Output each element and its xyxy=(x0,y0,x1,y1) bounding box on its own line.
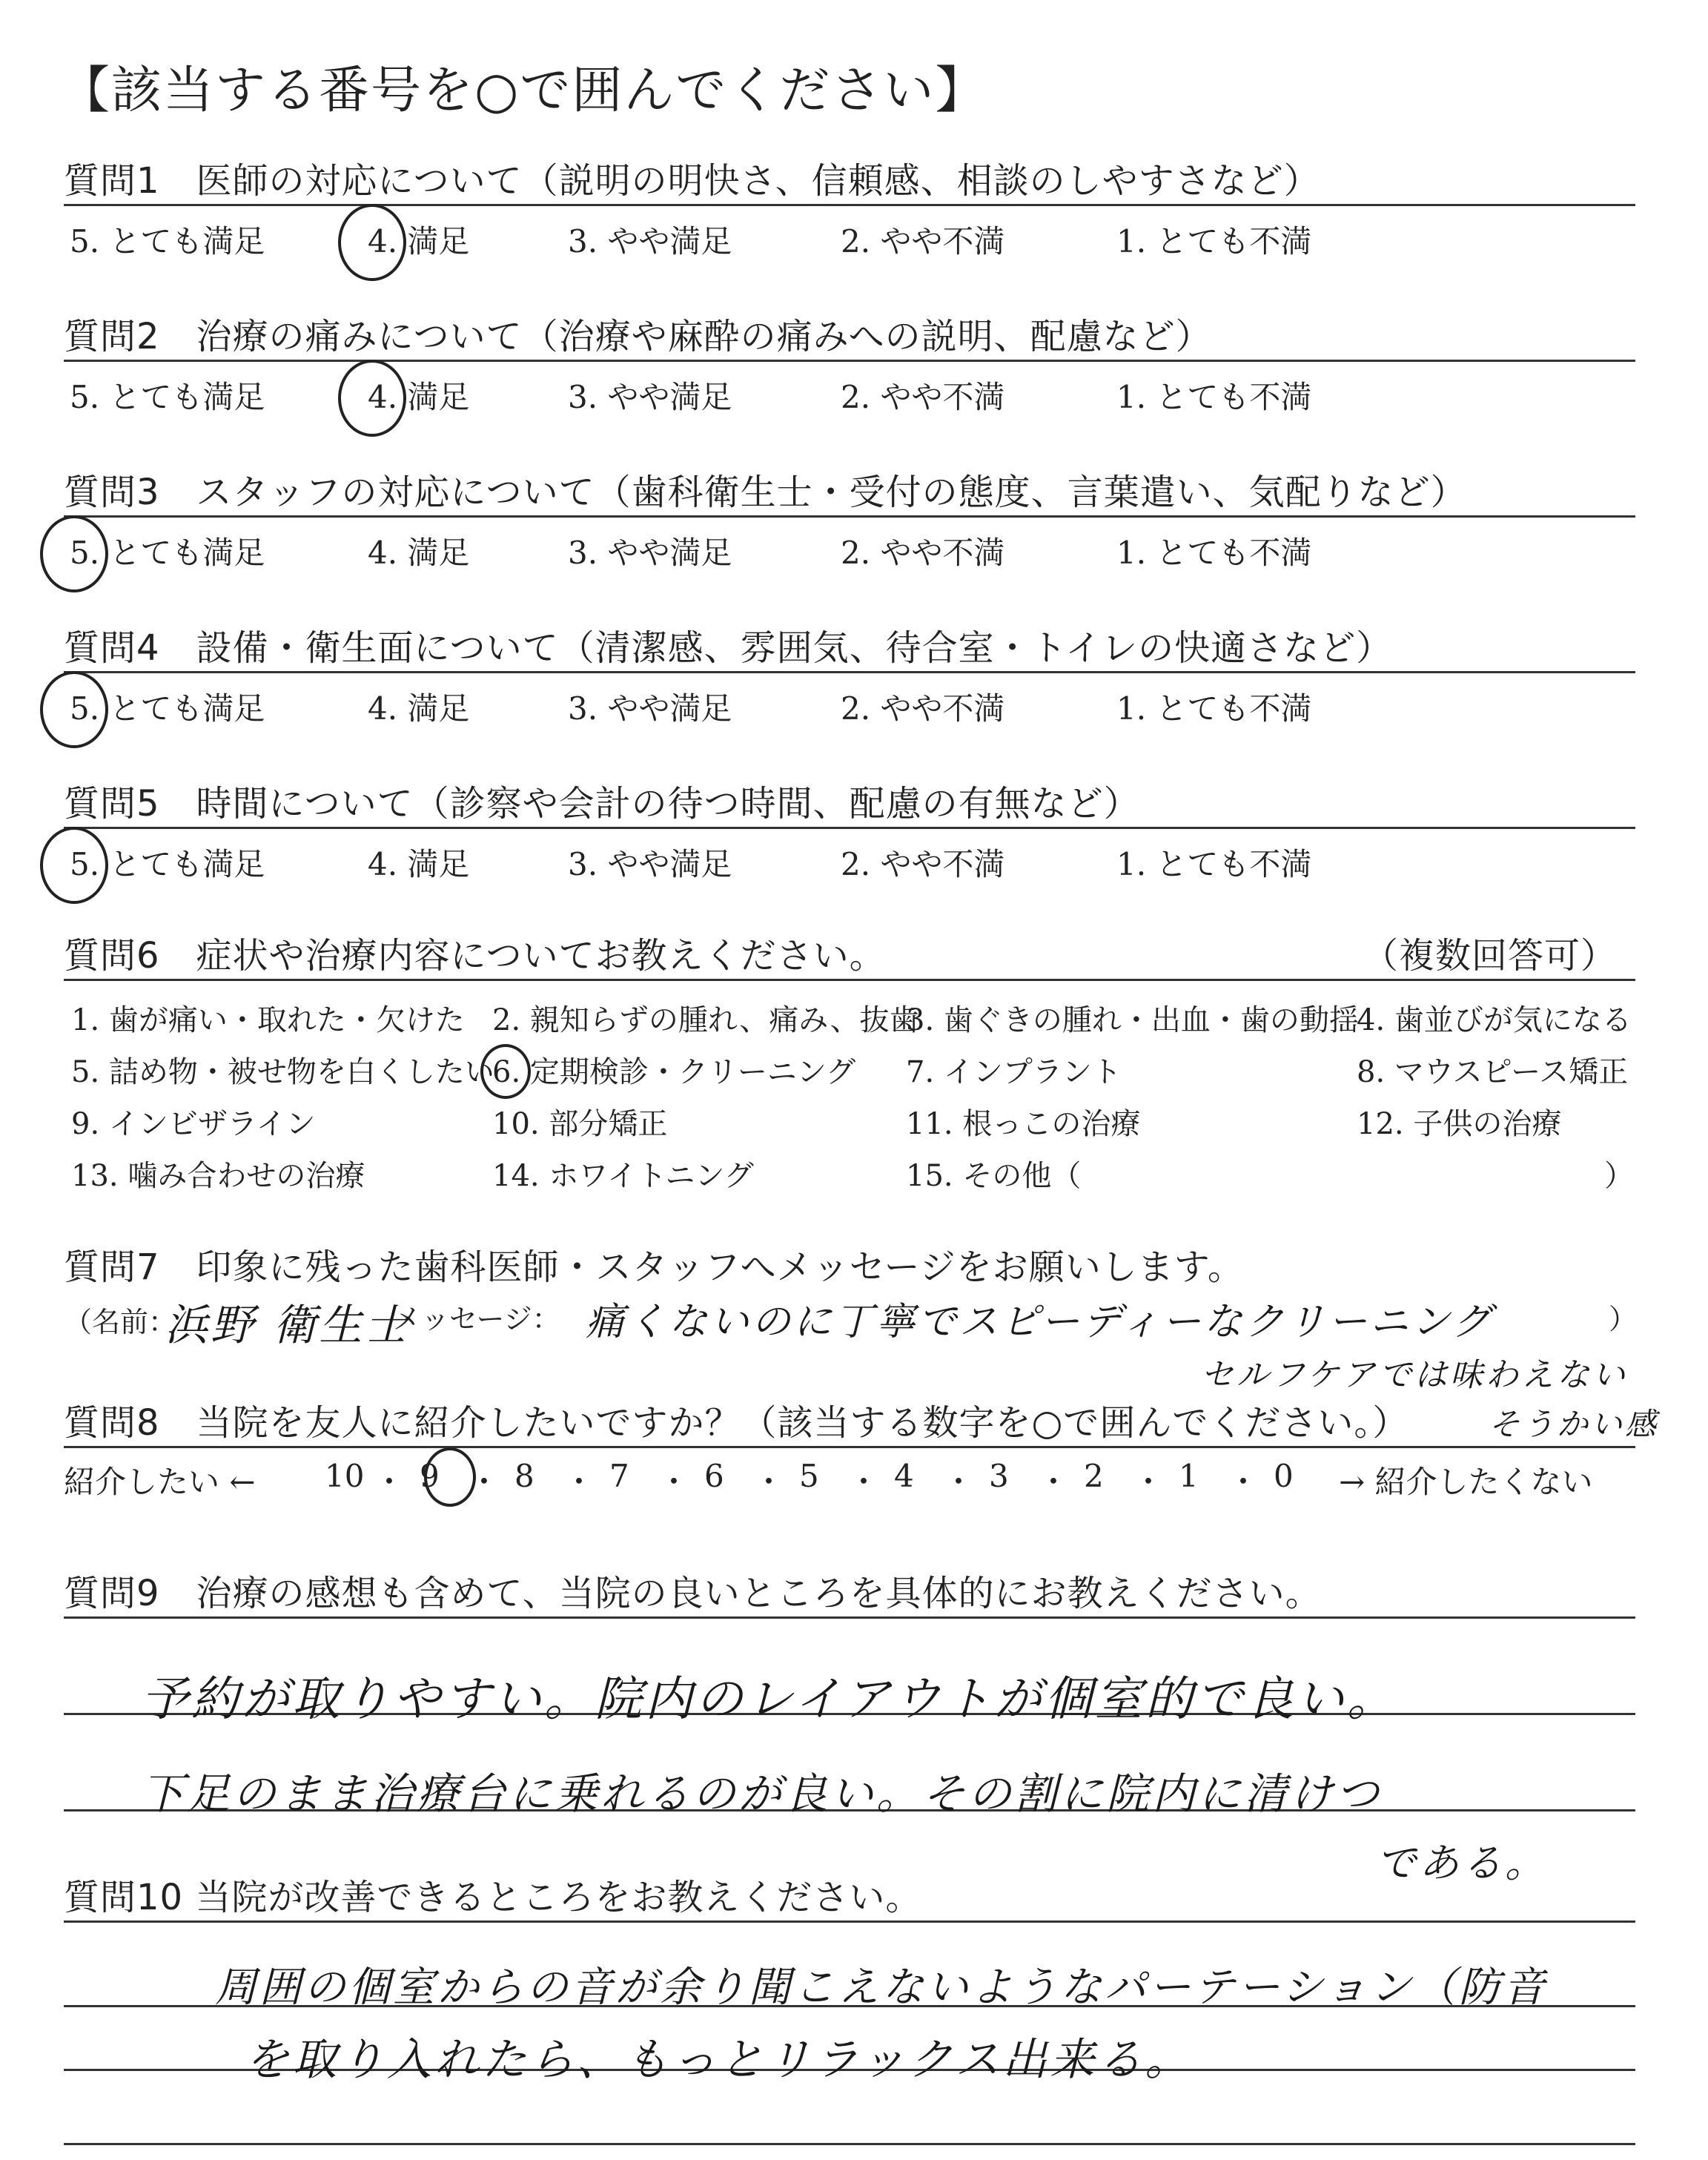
q2-rule xyxy=(64,360,1635,362)
q10-handwritten-line-1: 周囲の個室からの音が余り聞こえないようなパーテーション（防音 xyxy=(215,1964,1548,2012)
q2-option-5[interactable]: 5. とても満足 xyxy=(70,379,265,415)
q5-rule xyxy=(64,827,1635,829)
q6-selected-circle xyxy=(480,1044,531,1099)
q6-item-4[interactable]: 4. 歯並びが気になる xyxy=(1357,1003,1632,1037)
q7-close-paren: ） xyxy=(1609,1303,1638,1335)
q6-item-15[interactable]: 15. その他（ xyxy=(906,1159,1082,1193)
q8-title: 質問8 当院を友人に紹介したいですか？（該当する数字を○で囲んでください。） xyxy=(64,1402,1409,1444)
q5-option-1[interactable]: 1. とても不満 xyxy=(1116,846,1312,882)
q8-scale-separator: ・ xyxy=(374,1464,406,1500)
q10-handwritten-line-2: を取り入れたら、もっとリラックス出来る。 xyxy=(245,2034,1193,2086)
q3-option-4[interactable]: 4. 満足 xyxy=(368,535,470,571)
q3-option-3[interactable]: 3. やや満足 xyxy=(568,535,732,571)
q5-title: 質問5 時間について（診察や会計の待つ時間、配慮の有無など） xyxy=(64,783,1140,825)
q8-scale-separator: ・ xyxy=(1038,1464,1070,1500)
q6-item-6[interactable]: 6. 定期検診・クリーニング xyxy=(492,1055,856,1089)
q4-title: 質問4 設備・衛生面について（清潔感、雰囲気、待合室・トイレの快適さなど） xyxy=(64,627,1393,669)
q9-handwritten-line-2: 下足のまま治療台に乗れるのが良い。その割に院内に清けつ xyxy=(141,1768,1383,1819)
q3-selected-circle xyxy=(40,515,108,592)
q6-item-11[interactable]: 11. 根っこの治療 xyxy=(906,1107,1141,1141)
q6-item-9[interactable]: 9. インビザライン xyxy=(71,1107,316,1141)
q8-scale-8[interactable]: 8 xyxy=(514,1458,534,1494)
q8-right-label: → 紹介したくない xyxy=(1339,1464,1593,1500)
q9-handwritten-line-1: 予約が取りやすい。院内のレイアウトが個室的で良い。 xyxy=(141,1672,1397,1727)
q2-option-4[interactable]: 4. 満足 xyxy=(368,379,470,415)
q4-option-3[interactable]: 3. やや満足 xyxy=(568,690,732,727)
q4-option-1[interactable]: 1. とても不満 xyxy=(1116,690,1312,727)
q5-selected-circle xyxy=(40,827,108,904)
q6-item-8[interactable]: 8. マウスピース矯正 xyxy=(1357,1055,1629,1089)
q1-option-2[interactable]: 2. やや不満 xyxy=(841,223,1005,260)
q1-title: 質問1 医師の対応について（説明の明快さ、信頼感、相談のしやすさなど） xyxy=(64,160,1320,202)
q4-selected-circle xyxy=(40,671,108,748)
form-header: 【該当する番号を○で囲んでください】 xyxy=(59,62,987,120)
q8-scale-3[interactable]: 3 xyxy=(989,1458,1009,1494)
q5-option-3[interactable]: 3. やや満足 xyxy=(568,846,732,882)
q8-scale-separator: ・ xyxy=(753,1464,785,1500)
q1-option-5[interactable]: 5. とても満足 xyxy=(70,223,265,260)
q6-title: 質問6 症状や治療内容についてお教えください。 xyxy=(64,935,886,977)
q10-title: 質問10 当院が改善できるところをお教えください。 xyxy=(64,1877,922,1918)
q4-option-4[interactable]: 4. 満足 xyxy=(368,690,470,727)
q6-note: （複数回答可） xyxy=(1363,935,1618,977)
q6-item-1[interactable]: 1. 歯が痛い・取れた・欠けた xyxy=(71,1003,465,1037)
q2-option-2[interactable]: 2. やや不満 xyxy=(841,379,1005,415)
q6-item-10[interactable]: 10. 部分矯正 xyxy=(492,1107,668,1141)
q8-scale-separator: ・ xyxy=(943,1464,975,1500)
q6-item-14[interactable]: 14. ホワイトニング xyxy=(492,1159,754,1193)
q2-option-1[interactable]: 1. とても不満 xyxy=(1116,379,1312,415)
q6-other-close-paren: ） xyxy=(1604,1159,1634,1193)
q8-scale-7[interactable]: 7 xyxy=(609,1458,629,1494)
q8-scale-1[interactable]: 1 xyxy=(1179,1458,1199,1494)
q2-selected-circle xyxy=(338,360,406,437)
q5-option-2[interactable]: 2. やや不満 xyxy=(841,846,1005,882)
q8-scale-5[interactable]: 5 xyxy=(799,1458,819,1494)
q8-scale-9[interactable]: 9 xyxy=(420,1458,440,1494)
q3-title: 質問3 スタッフの対応について（歯科衛生士・受付の態度、言葉遣い、気配りなど） xyxy=(64,472,1467,513)
q8-scale-separator: ・ xyxy=(1133,1464,1165,1500)
q2-option-3[interactable]: 3. やや満足 xyxy=(568,379,732,415)
q8-scale-separator: ・ xyxy=(848,1464,880,1500)
q7-handwritten-message-3: そうかい感 xyxy=(1489,1406,1660,1442)
q6-item-5[interactable]: 5. 詰め物・被せ物を白くしたい xyxy=(71,1055,494,1089)
q8-scale-0[interactable]: 0 xyxy=(1274,1458,1294,1494)
q9-handwritten-line-3: である。 xyxy=(1376,1840,1548,1886)
q8-scale-2[interactable]: 2 xyxy=(1084,1458,1104,1494)
q7-handwritten-message-2: セルフケアでは味わえない xyxy=(1201,1356,1628,1394)
q6-item-12[interactable]: 12. 子供の治療 xyxy=(1357,1107,1562,1141)
q6-item-13[interactable]: 13. 噛み合わせの治療 xyxy=(71,1159,365,1193)
q1-option-3[interactable]: 3. やや満足 xyxy=(568,223,732,260)
q8-scale-6[interactable]: 6 xyxy=(704,1458,724,1494)
q3-rule xyxy=(64,515,1635,518)
q8-scale-separator: ・ xyxy=(563,1464,595,1500)
q4-rule xyxy=(64,671,1635,673)
q7-name-label: （名前： xyxy=(64,1306,177,1338)
q1-option-1[interactable]: 1. とても不満 xyxy=(1116,223,1312,260)
q3-option-2[interactable]: 2. やや不満 xyxy=(841,535,1005,571)
q10-rule-1 xyxy=(64,1920,1635,1923)
q6-rule xyxy=(64,979,1635,981)
q4-option-5[interactable]: 5. とても満足 xyxy=(70,690,265,727)
q7-handwritten-name: 浜野 衛生士 xyxy=(165,1300,411,1350)
q1-selected-circle xyxy=(338,204,406,281)
q8-scale-10[interactable]: 10 xyxy=(325,1458,365,1494)
q6-item-3[interactable]: 3. 歯ぐきの腫れ・出血・歯の動揺 xyxy=(906,1003,1359,1037)
q8-scale-separator: ・ xyxy=(469,1464,500,1500)
q1-option-4[interactable]: 4. 満足 xyxy=(368,223,470,260)
q4-option-2[interactable]: 2. やや不満 xyxy=(841,690,1005,727)
q3-option-1[interactable]: 1. とても不満 xyxy=(1116,535,1312,571)
q7-handwritten-message: 痛くないのに丁寧でスピーディーなクリーニング xyxy=(586,1300,1494,1344)
q6-item-7[interactable]: 7. インプラント xyxy=(906,1055,1122,1089)
q8-left-label: 紹介したい ← xyxy=(64,1464,256,1500)
q10-rule-4 xyxy=(64,2143,1635,2145)
q5-option-4[interactable]: 4. 満足 xyxy=(368,846,470,882)
q1-rule xyxy=(64,204,1635,206)
q8-scale-separator: ・ xyxy=(1228,1464,1260,1500)
q5-option-5[interactable]: 5. とても満足 xyxy=(70,846,265,882)
q3-option-5[interactable]: 5. とても満足 xyxy=(70,535,265,571)
q9-rule-1 xyxy=(64,1616,1635,1619)
q8-rule xyxy=(64,1446,1635,1448)
q8-scale-separator: ・ xyxy=(658,1464,690,1500)
q6-item-2[interactable]: 2. 親知らずの腫れ、痛み、抜歯 xyxy=(492,1003,919,1037)
q7-message-label: メッセージ： xyxy=(393,1303,560,1335)
q8-scale-4[interactable]: 4 xyxy=(894,1458,914,1494)
q2-title: 質問2 治療の痛みについて（治療や麻酔の痛みへの説明、配慮など） xyxy=(64,316,1212,357)
q8-selected-circle xyxy=(424,1447,476,1507)
q7-title: 質問7 印象に残った歯科医師・スタッフへメッセージをお願いします。 xyxy=(64,1246,1244,1288)
q9-title: 質問9 治療の感想も含めて、当院の良いところを具体的にお教えください。 xyxy=(64,1573,1322,1614)
